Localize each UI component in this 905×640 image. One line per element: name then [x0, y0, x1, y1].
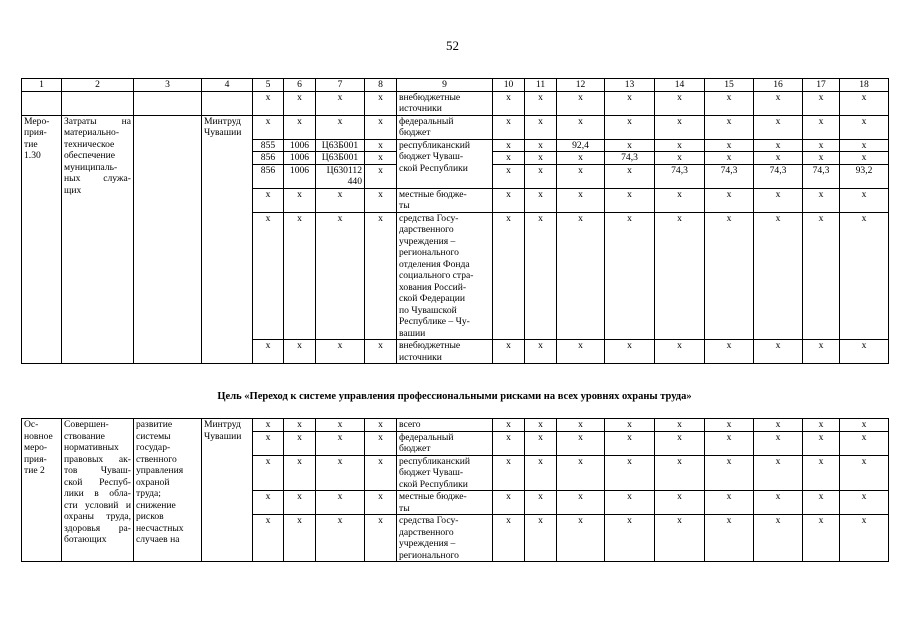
- cell-x: х: [754, 91, 803, 115]
- cell-x: х: [493, 515, 525, 562]
- cell-x: х: [316, 340, 365, 364]
- cell-x: х: [655, 491, 705, 515]
- cell-value: х: [840, 139, 889, 152]
- cell-x: х: [284, 419, 316, 432]
- cell-x: х: [655, 188, 705, 212]
- cell-x: х: [803, 491, 840, 515]
- cell-x: х: [284, 340, 316, 364]
- cell-x: х: [316, 212, 365, 340]
- cell-x: х: [253, 115, 284, 139]
- cell-x: х: [493, 340, 525, 364]
- table-row: [22, 115, 889, 139]
- cell-type: х: [365, 152, 397, 165]
- cell-value: х: [525, 152, 557, 165]
- cell-section: 1006: [284, 152, 316, 165]
- cell-value: х: [655, 139, 705, 152]
- cell-x: х: [253, 340, 284, 364]
- source-label: всего: [397, 419, 493, 432]
- cell-target: Ц630112 440: [316, 164, 365, 188]
- cell-x: х: [705, 340, 754, 364]
- cell-x: х: [253, 188, 284, 212]
- cell-x: х: [803, 188, 840, 212]
- goal-title: Цель «Переход к системе управления профессиональными рисками на всех уровнях охраны труда»: [217, 391, 692, 402]
- table-row: [22, 419, 889, 432]
- cell-x: х: [253, 212, 284, 340]
- cell-x: х: [557, 491, 605, 515]
- source-label: федеральный бюджет: [397, 431, 493, 455]
- cell-x: х: [840, 431, 889, 455]
- cell-x: х: [840, 419, 889, 432]
- cell-value: х: [493, 139, 525, 152]
- column-number: 4: [202, 79, 253, 92]
- cell-x: х: [284, 188, 316, 212]
- cell-section: 1006: [284, 164, 316, 188]
- cell-x: х: [365, 340, 397, 364]
- executor: Минтруд Чувашии: [202, 115, 253, 364]
- cell-value: х: [705, 152, 754, 165]
- cell-x: х: [803, 91, 840, 115]
- cell-x: х: [754, 455, 803, 491]
- cell-x: х: [655, 91, 705, 115]
- cell-target: Ц63Б001: [316, 152, 365, 165]
- cell-x: х: [705, 455, 754, 491]
- cell-value: х: [493, 164, 525, 188]
- cell-x: х: [754, 431, 803, 455]
- cell-x: х: [655, 115, 705, 139]
- source-label: средства Госу- дарственного учреждения – регионального: [397, 515, 493, 562]
- cell-x: х: [754, 212, 803, 340]
- cell-x: х: [365, 419, 397, 432]
- cell-x: х: [557, 188, 605, 212]
- cell-x: х: [253, 431, 284, 455]
- cell-x: х: [557, 515, 605, 562]
- cell-x: х: [655, 515, 705, 562]
- cell-x: х: [605, 455, 655, 491]
- cell-x: х: [803, 431, 840, 455]
- cell-x: х: [705, 115, 754, 139]
- cell-x: х: [365, 515, 397, 562]
- cell-x: х: [705, 491, 754, 515]
- column-number: 13: [605, 79, 655, 92]
- column-number: 14: [655, 79, 705, 92]
- cell-grbs: 856: [253, 152, 284, 165]
- cell-value: 74,3: [705, 164, 754, 188]
- cell-x: х: [557, 91, 605, 115]
- cell-x: х: [754, 515, 803, 562]
- cell-x: х: [754, 491, 803, 515]
- cell-x: х: [525, 419, 557, 432]
- cell-value: х: [754, 152, 803, 165]
- cell-type: х: [365, 164, 397, 188]
- cell-x: х: [840, 515, 889, 562]
- cell-x: х: [365, 455, 397, 491]
- cell-x: х: [803, 455, 840, 491]
- cell-x: х: [705, 91, 754, 115]
- cell-x: х: [557, 340, 605, 364]
- cell-value: х: [525, 139, 557, 152]
- cell-x: х: [525, 491, 557, 515]
- cell-grbs: 856: [253, 164, 284, 188]
- cell-x: х: [284, 431, 316, 455]
- cell-x: х: [365, 431, 397, 455]
- cell-x: х: [754, 115, 803, 139]
- cell-section: 1006: [284, 139, 316, 152]
- source-label: местные бюдже- ты: [397, 188, 493, 212]
- column-number: 18: [840, 79, 889, 92]
- cell-x: х: [803, 515, 840, 562]
- source-label: республиканский бюджет Чуваш- ской Республики: [397, 455, 493, 491]
- column-number: 9: [397, 79, 493, 92]
- budget-table-top: [21, 78, 889, 364]
- cell-x: х: [803, 340, 840, 364]
- cell-x: х: [840, 491, 889, 515]
- column-number: 16: [754, 79, 803, 92]
- cell-x: х: [493, 91, 525, 115]
- cell-value: х: [803, 152, 840, 165]
- activity-title: Затраты на материально- техническое обеспечение муниципаль- ных служа- щих: [62, 115, 134, 364]
- cell-x: х: [253, 419, 284, 432]
- cell-x: х: [316, 419, 365, 432]
- cell-x: х: [253, 455, 284, 491]
- cell-value: 74,3: [803, 164, 840, 188]
- column-number: 1: [22, 79, 62, 92]
- cell-x: х: [840, 91, 889, 115]
- source-label: средства Госу- дарственного учреждения – регионального отделения Фонда социального стра- хования Россий- ской Федерации по Чувашской Республике – Чу- вашии: [397, 212, 493, 340]
- column-number: 5: [253, 79, 284, 92]
- column-number: 6: [284, 79, 316, 92]
- cell-x: х: [525, 188, 557, 212]
- budget-table-bottom: [21, 418, 889, 562]
- cell-x: х: [557, 419, 605, 432]
- cell-x: х: [840, 115, 889, 139]
- column-number: 8: [365, 79, 397, 92]
- cell-x: х: [284, 491, 316, 515]
- cell-x: х: [316, 188, 365, 212]
- cell-x: х: [316, 491, 365, 515]
- cell-x: х: [493, 431, 525, 455]
- cell-x: х: [655, 455, 705, 491]
- cell-x: х: [253, 515, 284, 562]
- cell-x: х: [605, 188, 655, 212]
- cell-x: х: [493, 455, 525, 491]
- cell-x: х: [705, 212, 754, 340]
- cell-x: х: [754, 419, 803, 432]
- cell-x: х: [557, 115, 605, 139]
- cell-x: х: [705, 188, 754, 212]
- cell-x: х: [316, 115, 365, 139]
- column-number: 7: [316, 79, 365, 92]
- cell-value: х: [754, 139, 803, 152]
- source-label: местные бюдже- ты: [397, 491, 493, 515]
- cell-value: х: [605, 164, 655, 188]
- cell-value: х: [557, 164, 605, 188]
- cell-x: х: [655, 431, 705, 455]
- cell-x: х: [253, 491, 284, 515]
- cell-x: х: [284, 115, 316, 139]
- cell-x: х: [557, 455, 605, 491]
- cell-x: х: [840, 455, 889, 491]
- cell-x: х: [705, 431, 754, 455]
- activity-id: Ос- новное меро- прия- тие 2: [22, 419, 62, 562]
- page-number: 52: [446, 38, 459, 53]
- cell-x: х: [605, 91, 655, 115]
- source-label: внебюджетные источники: [397, 340, 493, 364]
- column-number: 11: [525, 79, 557, 92]
- cell-value: х: [525, 164, 557, 188]
- cell-target: Ц63Б001: [316, 139, 365, 152]
- cell-x: х: [754, 340, 803, 364]
- cell-x: х: [316, 455, 365, 491]
- cell-x: х: [284, 91, 316, 115]
- cell-x: х: [655, 419, 705, 432]
- cell-x: х: [525, 115, 557, 139]
- cell-value: х: [557, 152, 605, 165]
- cell-x: х: [365, 115, 397, 139]
- cell-x: х: [754, 188, 803, 212]
- cell-x: х: [605, 431, 655, 455]
- cell-x: х: [840, 212, 889, 340]
- cell-value: х: [605, 139, 655, 152]
- cell-x: х: [803, 212, 840, 340]
- cell-x: х: [803, 419, 840, 432]
- cell-x: х: [284, 212, 316, 340]
- cell-x: х: [525, 91, 557, 115]
- cell-x: х: [803, 115, 840, 139]
- cell-x: х: [253, 91, 284, 115]
- cell-grbs: 855: [253, 139, 284, 152]
- cell-value: 74,3: [605, 152, 655, 165]
- column-number: 2: [62, 79, 134, 92]
- cell-x: х: [705, 419, 754, 432]
- activity-title: Совершен- ствование нормативных правовых ак- тов Чуваш- ской Респуб- лики в обла- сти условий и охраны труда, здоровья ра- ботающих: [62, 419, 134, 562]
- cell-x: х: [605, 115, 655, 139]
- cell-value: х: [840, 152, 889, 165]
- cell-x: х: [284, 455, 316, 491]
- cell-value: х: [705, 139, 754, 152]
- cell-x: х: [316, 91, 365, 115]
- source-label: республиканский бюджет Чуваш- ской Республики: [397, 139, 493, 188]
- cell-x: х: [316, 431, 365, 455]
- header-row: [22, 79, 889, 92]
- column-number: 12: [557, 79, 605, 92]
- activity-id: Меро- прия- тие 1.30: [22, 115, 62, 364]
- cell-x: х: [840, 188, 889, 212]
- cell-x: х: [284, 515, 316, 562]
- cell-x: х: [316, 515, 365, 562]
- cell-x: х: [365, 212, 397, 340]
- cell-x: х: [655, 340, 705, 364]
- column-number: 3: [134, 79, 202, 92]
- cell-value: х: [803, 139, 840, 152]
- cell-x: х: [493, 115, 525, 139]
- cell-x: х: [525, 431, 557, 455]
- cell-x: х: [655, 212, 705, 340]
- cell-x: х: [365, 491, 397, 515]
- cell-x: х: [365, 188, 397, 212]
- cell-value: 92,4: [557, 139, 605, 152]
- cell-value: 74,3: [754, 164, 803, 188]
- cell-x: х: [557, 212, 605, 340]
- cell-x: х: [605, 212, 655, 340]
- cell-x: х: [525, 455, 557, 491]
- executor: Минтруд Чувашии: [202, 419, 253, 562]
- column-number: 10: [493, 79, 525, 92]
- table-row: [22, 91, 889, 115]
- cell-x: х: [605, 340, 655, 364]
- cell-x: х: [525, 340, 557, 364]
- cell-x: х: [493, 491, 525, 515]
- column-number: 17: [803, 79, 840, 92]
- cell-x: х: [493, 419, 525, 432]
- cell-x: х: [493, 212, 525, 340]
- cell-x: х: [840, 340, 889, 364]
- cell-x: х: [493, 188, 525, 212]
- cell-x: х: [557, 431, 605, 455]
- cell-x: х: [605, 515, 655, 562]
- source-label: внебюджетные источники: [397, 91, 493, 115]
- cell-x: х: [525, 212, 557, 340]
- cell-value: 93,2: [840, 164, 889, 188]
- column-number: 15: [705, 79, 754, 92]
- cell-x: х: [605, 491, 655, 515]
- cell-x: х: [605, 419, 655, 432]
- cell-value: 74,3: [655, 164, 705, 188]
- activity-goal: развитие системы государ- ственного управления охраной труда; снижение рисков несчастных случаев на: [134, 419, 202, 562]
- cell-value: х: [655, 152, 705, 165]
- cell-x: х: [365, 91, 397, 115]
- cell-x: х: [705, 515, 754, 562]
- cell-type: х: [365, 139, 397, 152]
- source-label: федеральный бюджет: [397, 115, 493, 139]
- cell-value: х: [493, 152, 525, 165]
- cell-x: х: [525, 515, 557, 562]
